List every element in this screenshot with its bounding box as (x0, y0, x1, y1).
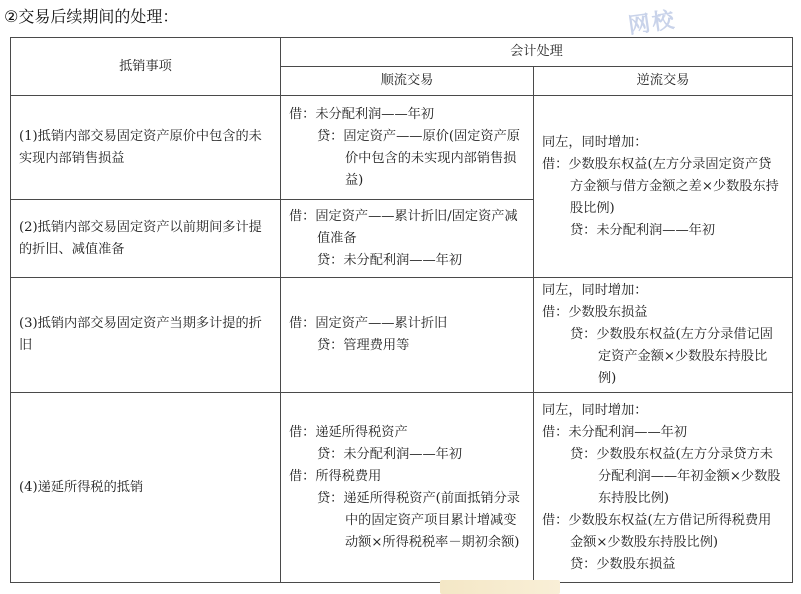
row-downstream (281, 393, 534, 583)
entry-line: 同左，同时增加： (542, 283, 648, 298)
entry-line: 贷：固定资产——原价(固定资产原价中包含的未实现内部销售损益) (317, 128, 520, 188)
header-item: 抵销事项 (11, 38, 281, 96)
entry-line: 借：固定资产——累计折旧 (289, 316, 448, 331)
row-downstream (281, 200, 534, 278)
watermark-strip (440, 580, 560, 594)
row-item: (1)抵销内部交易固定资产原价中包含的未实现内部销售损益 (11, 96, 281, 200)
entry-line: 贷：未分配利润——年初 (570, 222, 716, 238)
table-row (11, 393, 793, 583)
row-downstream (281, 278, 534, 393)
row-downstream (281, 96, 534, 200)
header-accounting: 会计处理 (281, 38, 793, 67)
watermark-logo: 网校 (626, 7, 678, 40)
entry-line: 借：少数股东损益 (542, 305, 648, 320)
row-item: (2)抵销内部交易固定资产以前期间多计提的折旧、减值准备 (11, 200, 281, 278)
entry-line: 借：所得税费用 (289, 468, 382, 484)
entry-line: 贷：未分配利润——年初 (317, 446, 463, 462)
row-upstream-merged (534, 96, 793, 278)
header-downstream: 顺流交易 (281, 67, 534, 96)
header-upstream: 逆流交易 (534, 67, 793, 96)
entry-line: 贷：递延所得税资产(前面抵销分录中的固定资产项目累计增减变动额×所得税税率－期初余额) (317, 490, 520, 550)
accounting-table (10, 37, 793, 583)
entry-line: 借：少数股东权益(左方分录固定资产贷方金额与借方金额之差×少数股东持股比例) (542, 156, 779, 216)
entry-line: 借：未分配利润——年初 (289, 106, 435, 122)
page-title: ②交易后续期间的处理： (4, 7, 179, 26)
entry-line: 贷：少数股东权益(左方分录借记固定资产金额×少数股东持股比例) (570, 327, 773, 386)
entry-line: 贷：少数股东权益(左方分录贷方未分配利润——年初金额×少数股东持股比例) (570, 446, 781, 506)
entry-line: 同左，同时增加： (542, 402, 648, 418)
entry-line: 贷：少数股东损益 (570, 556, 676, 572)
table-row (11, 278, 793, 393)
entry-line: 借：少数股东权益(左方借记所得税费用金额×少数股东持股比例) (542, 512, 772, 550)
entry-line: 借：未分配利润——年初 (542, 424, 688, 440)
entry-line: 贷：管理费用等 (317, 338, 410, 353)
table-row (11, 96, 793, 200)
entry-line: 贷：未分配利润——年初 (317, 252, 463, 268)
row-upstream (534, 393, 793, 583)
entry-line: 同左，同时增加： (542, 134, 648, 150)
row-item: (3)抵销内部交易固定资产当期多计提的折旧 (11, 278, 281, 393)
entry-line: 借：递延所得税资产 (289, 424, 408, 440)
entry-line: 借：固定资产——累计折旧/固定资产减值准备 (289, 208, 518, 246)
row-item: (4)递延所得税的抵销 (11, 393, 281, 583)
row-upstream (534, 278, 793, 393)
